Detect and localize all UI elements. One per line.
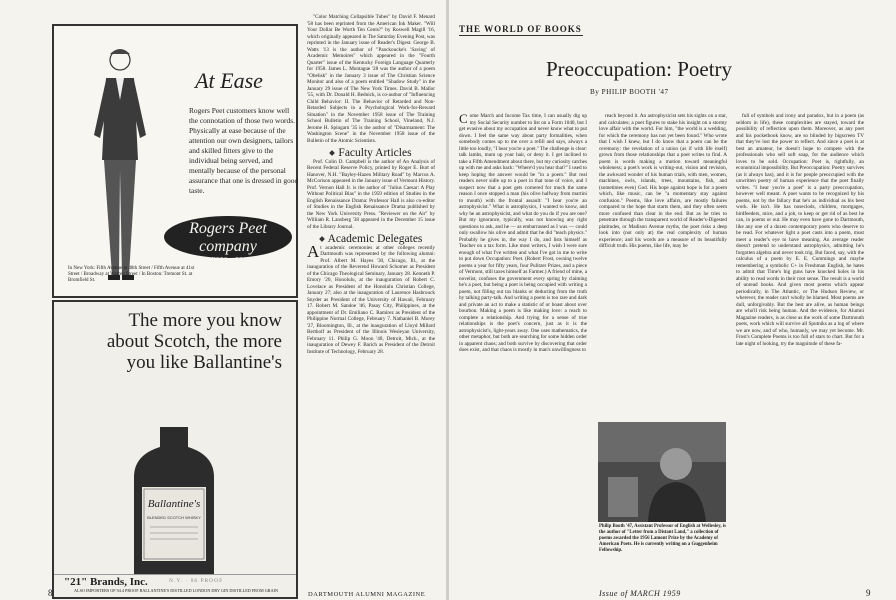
drop-cap: A (307, 241, 320, 261)
bullet-icon (319, 237, 325, 243)
academic-delegates-text: At academic ceremonies at other colleges recently Dartmouth was represented by the following alumni: Prof. Albert M. Hayes '30, Chicago, Ill., at the inauguration of the Reverend Howard Schomer as President of the Chicago Theological Seminary, January 28. Kenneth P. Emory '20, Honolulu, at the inauguration of Robert C. Lovelace as President of the Honolulu Christian College, January 27; also at the inauguration of Laurence Hasbrouck Snyder as President of the University of Hawaii, February 17. Robert M. Sandoe '46, Pasay City, Philippines, at the appointment of Dr. Emiliano C. Ramirez as President of the Philippine Normal College, February 7. Nathaniel B. Morey '27, Bloomington, Ill., at the inauguration of Lloyd Millard Bertholf as President of the Illinois Wesleyan University, February 11. Philip G. Moon '48, Detroit, Mich., at the inauguration of Dewey F. Barich as President of the Detroit Institute of Technology, February 28. (307, 241, 435, 355)
page-number-left: 8 (48, 588, 53, 598)
article-column-1 (459, 113, 587, 355)
bullet-icon (330, 151, 336, 157)
section-label: THE WORLD OF BOOKS (459, 24, 582, 34)
article-column-2 (599, 113, 727, 413)
faculty-articles-heading: Faculty Articles (307, 150, 435, 157)
section-rule (459, 35, 583, 36)
label-sub: BLENDED SCOTCH WHISKY (147, 515, 201, 520)
column-2-text: reach beyond it. An astrophysicist sets his sights on a star, and calculates; a poet figures to stake his insight on a stormy love affair with the world. For him, "the world is a wedding, for which the ceremony has not yet been found." Who wrote that I wish I knew, but I do know that a poem can be the ceremony: the revelation of a union (as if with life itself) grown from those relationships that a poet writes to find. A poem is words making a motion toward meaningful wholeness; a poet's work is writing-out, vision and revision, the awkward wonder of his human trials, with men, women, machines, owls, islands, trees, mountains, fish, and (sometimes even) God. His hope against hope is for a poem which, like music, can be "a momentary stay against confusion." Poems, like love affairs, are mostly failures compared to the hope that starts them, and they often seem more confused than clear in the end. But as he tries to penetrate through the transparent world of Reader's-Digested platitudes, or Madison Avenue myths, the poet risks a deep look into (not only at) the real complexity of human experience; and his words are a measure of its beautifully difficult truth. His poems, like life, may be (599, 113, 727, 249)
magazine-footer: DARTMOUTH ALUMNI MAGAZINE (308, 591, 426, 598)
rogers-peet-ad (52, 24, 298, 298)
alumni-publications-text: "Color Matching Collapsible Tubes" by David F. Menard '58 has been reprinted from the American Ink Maker. "Will Your Dollar Be Worth Ten Cents?" by Roswell Magill '16, which originally appeared in The Saturday Evening Post, was reprinted in the January issue of Reader's Digest. George B. Watts '13 is the author of "Panckoucke's 'Saving' of Academic Memoires" which appeared in the "Fourth Quarter" issue of the Kentucky Foreign Language Quarterly for 1958. James L. Montague '28 was the author of a poem "Obelisk" in the January 3 issue of The Christian Science Monitor and also of a poem entitled "Shadow Study" in the January 29 issue of The New York Times. David B. Mallor '55, with Dr. Donald H. Bednick, is co-author of "Influencing Child Behavior: II. The Behavior of Retarded and Non-Retarded Subjects in a Psychological Work-for-Reward Situation" in the November 1958 issue of The Training School Bulletin of The Training School, Vineland, N.J. Jerome H. Spingarn '35 is the author of "Disarmament: The Washington Scene" in the November 1958 issue of the Bulletin of the Atomic Scientists. (307, 14, 435, 144)
article-column-3 (736, 113, 864, 348)
author-photo (598, 422, 726, 522)
logo-cities: NEW YORK · BOSTON (196, 256, 260, 261)
article-byline: By PHILIP BOOTH '47 (590, 88, 669, 96)
academic-delegates-heading: Academic Delegates (307, 236, 435, 243)
article-title: Preoccupation: Poetry (546, 57, 733, 81)
ballantine-ad (52, 300, 298, 599)
left-page (0, 0, 446, 600)
ad-headline: At Ease (195, 68, 263, 93)
drop-cap: C (459, 111, 468, 126)
photo-caption: Philip Booth '47, Assistant Professor of English at Wellesley, is the author of "Letter from a Distant Land," a collection of poems awarded the 1956 Lamont Prize by the Academy of American Poets. He is currently writing on a Guggenheim Fellowship. (599, 524, 726, 553)
importers-line: ALSO IMPORTERS OF 94.4 PROOF BALLANTINE'S DISTILLED LONDON DRY GIN DISTILLED FROM GRAIN (73, 588, 279, 593)
bottle-illustration (124, 427, 224, 577)
faculty-articles-text: Prof. Colin D. Campbell is the author of An Analysis of Recent Federal Reserve Policy, printed by Roger E. Burt of Hanover, N.H. "Bayley-Hazen Military Road" by Marcus A. McCorison appeared in the January issue of Vermont History. Prof. Vernon Hall Jr. is the author of "Julius Caesar: A Play Without Political Bias" in the 1959 edition of Studies in the English Renaissance Drama: Professor Hall is also co-editor of Studies in the English Renaissance Drama published by the New York University Press. "Reviewer on the Air" by William R. Lansberg '38 appeared in the December 15 issue of the Library Journal. (307, 158, 435, 230)
issue-footer: Issue of MARCH 1959 (599, 589, 681, 598)
rogers-peet-logo (164, 216, 292, 261)
column-3-text: full of symbols and irony and paradox, but in a poem (as seldom in life), these complexities are stayed, toward the possibility of reflection upon them. Moreover, as any poet and his pocketbook know, are so blinded by bigscreen TV that they've lost the power to reflect. And since a poet is at best an amateur, he doesn't hope to compete with the professionals who sell soft soap, for the audience which loves to be sold. Occupation: Poet is, rightfully, an economical impossibility. But Preoccupation: Poetry survives (as it always has), and it is for people preoccupied with the unwritten poetry of human experience that the poet finally writes. "I hear you're a poet" is a party preoccupation, however well meant. A poet wants to be recognized by his poems, not by the fallacy that he's as individual as his best work. He isn't. He has noseclods, children, mortgages, birdfeeders, mice, and a job, to keep or get rid of as best he can, in poems or out. He may even have gone to Dartmouth, like any one of a dozen contemporary poets who deserve to be read. For whatever light a poet casts into a poem, must meet a reader's eye to have meaning. An average reader doesn't pretend to understand astrophysics, admitting he's forgotten algebra and never took trig. But faced, say, with the calculus of a poem by E. E. Cummings and maybe remembering a symbolic C+ in Freshman English, he hates to admit that Time's big guns have knocked holes in his ability to read words in their root sense. The result is a world of unread books. And given most poems which appear periodically, in The Atlantic, or The Hudson Review, or wherever, the reader can't wholly be blamed. Most poems are dull, unforgivably. But the best are alive, as human beings are who'll risk being human. And the evidence, for Alumni Magazine readers, is as close as the work of some Dartmouth poets, work which will survive all Sputniks as a log of where we are now, and of who, humanly, we may yet become. Mr. Frost's Complete Poems is too full of stars to chart. But for a late night of looking, try the magnitude of these fa- (736, 113, 864, 347)
proof-label: N.Y. · 86 PROOF (169, 578, 224, 584)
column-1-text: ome March and Income Tax time, I can usually dig up my Social Security number to list on a Form 1040, but I get evasive about my occupation and never know what to put down. I feel the same way about party formalities, when somebody comes up to me over a refill and says, always a little too loudly, "I hear you're a poet." The challenge is clear: talk lambs, mum up your hair, or deny it. I get inclined to take a Fifth Amendment about there, but my curiosity catches up with me and asks back: "Where'd you hear that?" I used to keep hoping the answer would be "in a poem." But real readers never sidle up to a poet in that tone of voice, and I suspect now that a poet gets cornered for much the same reason I once stopped a man (his olive halfway from martini to mouth) with the frontal assault: "I hear you're an astrophysicist." What is astrophysics, I wanted to know, and why he an astrophysicist, and what do you do if you are one? But my ignorance, typically, was not knowing any right questions to ask, and he — as embarrassed as I was — could only swallow his olive and admit that he did "teach physics." Probably he gives in, the way I do, and lists himself as Teacher on a tax form. Like most writers, I wish I were sure enough of what I've written and what I've got in me to write to put down Occupation: Poet. (Robert Frost, owning twelve poems a year for fifty years, four Pulitzer Prizes, and a piece of Vermont, still taxes himself as Farmer.) A friend of mine, a novelist, confuses the government every spring by claiming he's a poet, but being a poet is being occupied with writing a poem, not filling out tax blanks or deducting from the truth by talking party-talk. And writing a poem is too rare and dark and private an act to make a statistic of or boast about over bourbon. Making a poem is like making love: a reach to complete a relationship. And trying for a sense of true relationships is the poet's concern, just as it is the astrophysicist's, light-years away. One uses mathematics, the other metaphor, but both are searching for some hidden order in apparent chaos; and both survive by discovering that order does exist, and that chaos is mostly in man's unwillingness to (459, 113, 587, 353)
store-addresses: In New York: Fifth Avenue at 48th Street / Fifth Avenue at 41st Street / Broadway at Warren Street / In Boston: Tremont St. at Bromfield St. (68, 266, 195, 283)
ad-headline: The more you know about Scotch, the more you like Ballantine's (106, 310, 282, 373)
page-number-right: 9 (866, 588, 871, 598)
brand-name: "21" Brands, Inc. (64, 576, 148, 588)
man-illustration (86, 40, 152, 290)
ad-copy: Rogers Peet customers know well the connotation of those two words. Physically at ease because of the attention our own designers, tailors and skilled fitters give to the individual being served, and mentally because of the personal assurance that one is dressed in good taste. (189, 106, 299, 195)
left-text-column (307, 14, 435, 356)
label-brand: Ballantine's (147, 498, 201, 510)
logo-name: Rogers Peet company (189, 220, 267, 255)
ad-footer (54, 574, 296, 597)
